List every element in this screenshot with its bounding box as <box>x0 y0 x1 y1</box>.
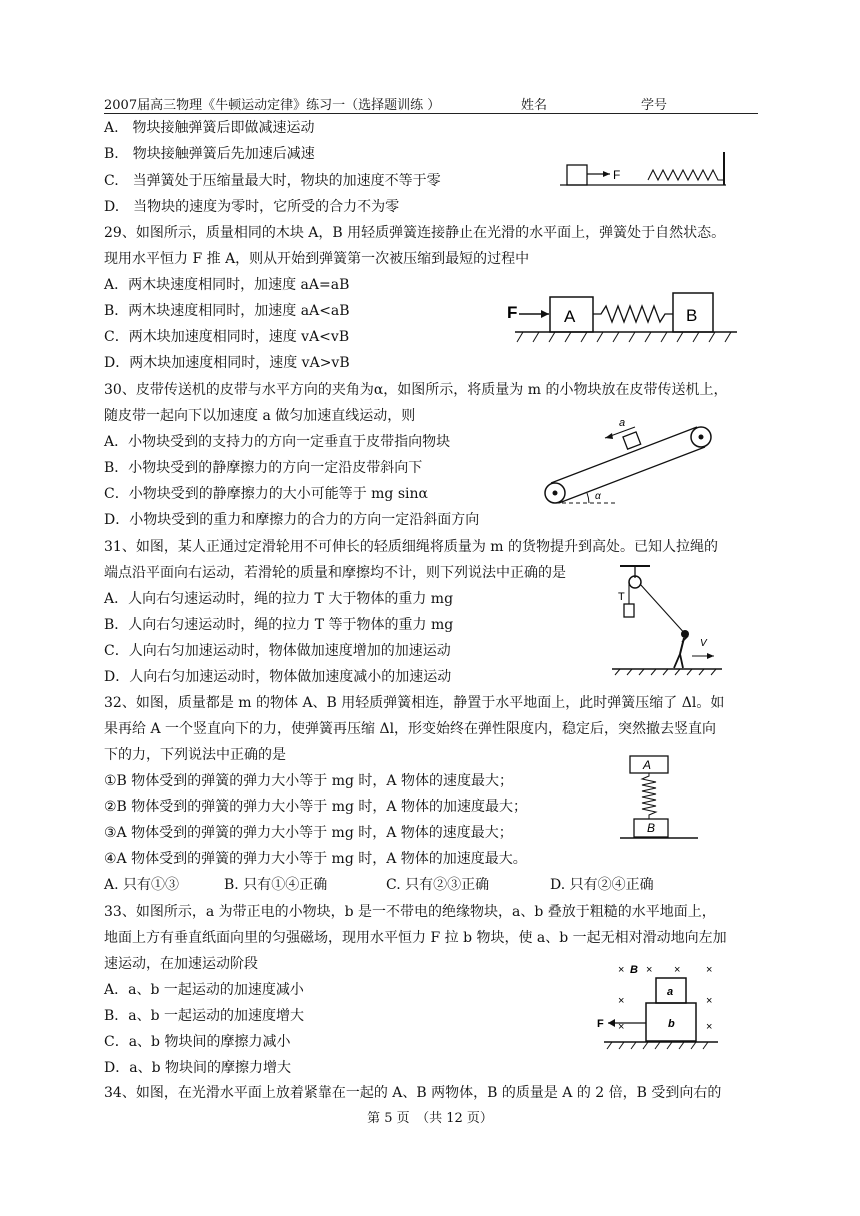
q32-stem-3: 下的力，下列说法中正确的是 <box>104 747 286 763</box>
q29-stem-1: 29、如图所示，质量相同的木块 A，B 用轻质弹簧连接静止在光滑的水平面上，弹簧处于自然状态。 <box>104 225 726 241</box>
belt-upper <box>551 427 697 483</box>
q32-option-c: C. 只有②③正确 <box>386 877 490 893</box>
q28-option-d: D. 当物块的速度为零时，它所受的合力不为零 <box>104 199 400 215</box>
cargo <box>624 604 634 617</box>
svg-text:×: × <box>674 964 681 976</box>
svg-text:×: × <box>706 1021 713 1033</box>
q28-option-b: B. 物块接触弹簧后先加速后减速 <box>104 146 315 162</box>
page-footer: 第 5 页 （共 12 页） <box>367 1111 493 1126</box>
q33-option-a: A．a、b 一起运动的加速度减小 <box>104 982 304 998</box>
q32-statement-3: ③A 物体受到的弹簧的弹力大小等于 mg 时，A 物体的速度最大； <box>104 825 513 841</box>
q31-figure <box>610 562 725 677</box>
field-label: B <box>630 964 638 976</box>
q31-option-b: B．人向右匀速运动时，绳的拉力 T 等于物体的重力 mg <box>104 617 454 633</box>
block <box>567 165 587 185</box>
spring <box>593 306 673 322</box>
rope <box>640 584 687 636</box>
q32-statement-4: ④A 物体受到的弹簧的弹力大小等于 mg 时，A 物体的加速度最大。 <box>104 851 527 867</box>
q29-stem-2: 现用水平恒力 F 推 A，则从开始到弹簧第一次被压缩到最短的过程中 <box>104 251 530 267</box>
q29-option-d: D．两木块加速度相同时，速度 vA>vB <box>104 355 350 371</box>
q32-figure <box>620 752 700 844</box>
q32-stem-2: 果再给 A 一个竖直向下的力，使弹簧再压缩 Δl，形变始终在弹性限度内，稳定后，突然撤去竖直向 <box>104 721 717 737</box>
q30-option-d: D．小物块受到的重力和摩擦力的合力的方向一定沿斜面方向 <box>104 512 480 528</box>
q33-figure <box>596 958 726 1052</box>
q33-stem-1: 33、如图所示，a 为带正电的小物块，b 是一不带电的绝缘物块，a、b 叠放于粗糙的水平地面上， <box>104 904 716 920</box>
q31-option-c: C．人向右匀加速运动时，物体做加速度增加的加速运动 <box>104 643 451 659</box>
spring <box>648 170 724 180</box>
block-a-label: A <box>564 307 576 326</box>
q33-option-b: B．a、b 一起运动的加速度增大 <box>104 1008 305 1024</box>
svg-text:×: × <box>706 964 713 976</box>
header-id-label: 学号 <box>641 98 668 113</box>
q30-stem-2: 随皮带一起向下以加速度 a 做匀加速直线运动，则 <box>104 408 416 424</box>
q28-option-c: C. 当弹簧处于压缩量最大时，物块的加速度不等于零 <box>104 173 441 189</box>
q30-figure <box>535 415 725 515</box>
force-label: F <box>507 303 518 322</box>
velocity-label: V <box>700 638 707 649</box>
q31-stem-2: 端点沿平面向右运动，若滑轮的质量和摩擦均不计，则下列说法中正确的是 <box>104 565 566 581</box>
acceleration-label: a <box>619 417 626 429</box>
q33-stem-3: 速运动，在加速运动阶段 <box>104 956 258 972</box>
tension-label: T <box>618 591 625 603</box>
svg-text:×: × <box>618 995 625 1007</box>
q30-option-c: C．小物块受到的静摩擦力的大小可能等于 mg sinα <box>104 486 428 502</box>
angle-label: α <box>595 491 601 502</box>
block-a-label: A <box>643 758 652 772</box>
belt-lower <box>559 447 705 503</box>
header-name-label: 姓名 <box>521 98 548 113</box>
q32-option-a: A. 只有①③ <box>104 877 180 893</box>
force-label: F <box>613 168 621 182</box>
q28-figure <box>560 150 726 192</box>
q28-option-a: A. 物块接触弹簧后即做减速运动 <box>104 120 315 136</box>
block-b-label: B <box>647 821 656 835</box>
q32-option-d: D. 只有②④正确 <box>550 877 654 893</box>
q32-statement-2: ②B 物体受到的弹簧的弹力大小等于 mg 时，A 物体的加速度最大； <box>104 799 527 815</box>
q33-option-d: D．a、b 物块间的摩擦力增大 <box>104 1060 291 1076</box>
q31-option-a: A．人向右匀速运动时，绳的拉力 T 大于物体的重力 mg <box>104 591 454 607</box>
q33-option-c: C．a、b 物块间的摩擦力减小 <box>104 1034 291 1050</box>
q31-stem-1: 31、如图，某人正通过定滑轮用不可伸长的轻质细绳将质量为 m 的货物提升到高处。已知人拉绳的 <box>104 539 718 555</box>
q30-option-a: A．小物块受到的支持力的方向一定垂直于皮带指向物块 <box>104 434 451 450</box>
q34-stem-1: 34、如图，在光滑水平面上放着紧靠在一起的 A、B 两物体，B 的质量是 A 的 2 倍，B 受到向右的 <box>104 1085 722 1101</box>
q30-stem-1: 30、皮带传送机的皮带与水平方向的夹角为α，如图所示，将质量为 m 的小物块放在皮带传送机上， <box>104 382 728 398</box>
q29-option-a: A．两木块速度相同时，加速度 aA=aB <box>104 277 350 293</box>
q32-statement-1: ①B 物体受到的弹簧的弹力大小等于 mg 时，A 物体的速度最大； <box>104 773 513 789</box>
block-b-label: b <box>668 1018 675 1030</box>
svg-text:×: × <box>706 995 713 1007</box>
header-title: 2007届高三物理《牛顿运动定律》练习一（选择题训练 ） <box>104 98 441 113</box>
svg-text:×: × <box>646 964 653 976</box>
q29-figure <box>505 290 741 348</box>
q29-option-c: C．两木块加速度相同时，速度 vA<vB <box>104 329 350 345</box>
force-label: F <box>597 1018 604 1030</box>
q32-option-b: B. 只有①④正确 <box>224 877 328 893</box>
block-b-label: B <box>686 306 698 325</box>
small-block <box>623 432 641 449</box>
q31-option-d: D．人向右匀加速运动时，物体做加速度减小的加速运动 <box>104 669 452 685</box>
spring <box>642 773 656 819</box>
svg-text:×: × <box>618 1021 625 1033</box>
q32-stem-1: 32、如图，质量都是 m 的物体 A、B 用轻质弹簧相连，静置于水平地面上，此时弹簧压缩了 Δl。如 <box>104 695 725 711</box>
q30-option-b: B．小物块受到的静摩擦力的方向一定沿皮带斜向下 <box>104 460 423 476</box>
q33-stem-2: 地面上方有垂直纸面向里的匀强磁场，现用水平恒力 F 拉 b 物块，使 a、b 一起无相对滑动地向左加 <box>104 930 727 946</box>
q29-option-b: B．两木块速度相同时，加速度 aA<aB <box>104 303 350 319</box>
block-a-label: a <box>667 986 674 998</box>
svg-text:×: × <box>618 964 625 976</box>
page-header <box>104 93 758 114</box>
